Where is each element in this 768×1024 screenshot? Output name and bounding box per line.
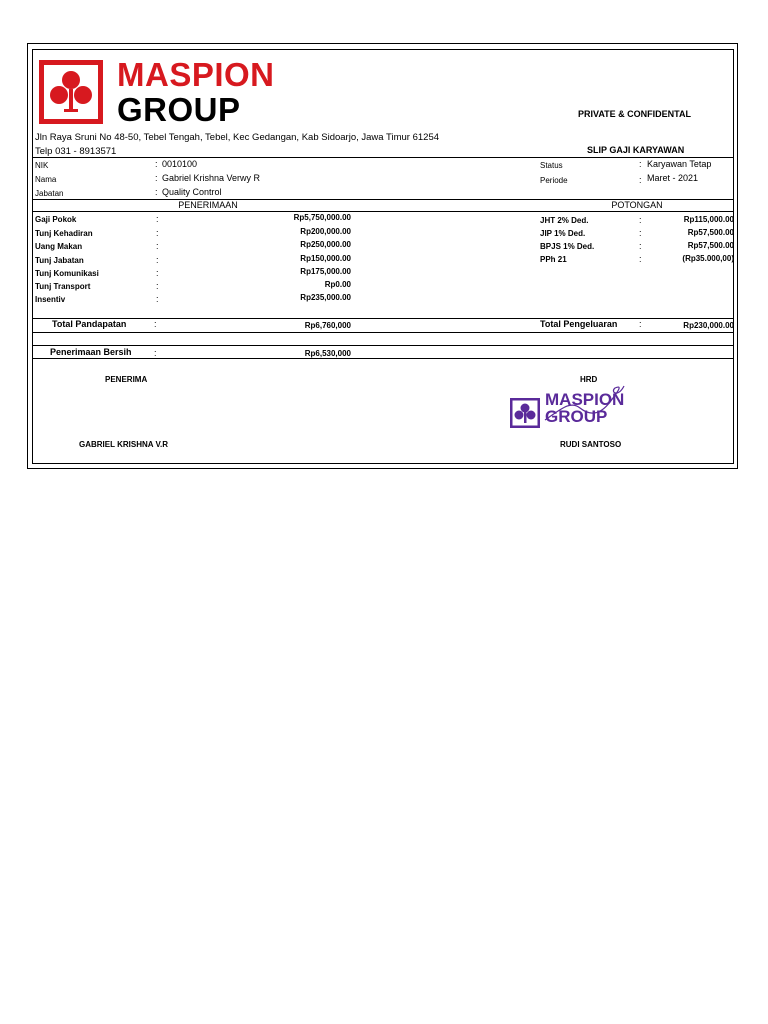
divider [33, 157, 734, 158]
brand-name-line1: MASPION [117, 56, 275, 93]
divider [33, 211, 734, 212]
income-value: Rp200,000.00 [300, 227, 351, 236]
income-label: Tunj Transport [35, 282, 91, 291]
colon: : [154, 348, 157, 358]
income-label: Tunj Komunikasi [35, 269, 99, 278]
income-label: Tunj Kehadiran [35, 229, 93, 238]
total-deduction-value: Rp230,000.00 [683, 321, 734, 330]
colon: : [156, 294, 159, 304]
stamp-brand-line1: MASPION [545, 390, 625, 409]
income-value: Rp175,000.00 [300, 267, 351, 276]
maspion-logo-icon [39, 60, 103, 124]
status-label: Status [540, 161, 563, 170]
periode-value: Maret - 2021 [647, 173, 699, 183]
hrd-signature-icon [540, 380, 630, 430]
colon: : [639, 241, 642, 251]
deduction-section-header: POTONGAN [611, 200, 663, 210]
colon: : [155, 187, 158, 197]
divider [33, 332, 734, 333]
deduction-label: JHT 2% Ded. [540, 216, 589, 225]
colon: : [639, 215, 642, 225]
nik-label: NIK [35, 161, 49, 170]
jabatan-value: Quality Control [162, 187, 222, 197]
receiver-name: GABRIEL KRISHNA V.R [79, 440, 169, 449]
colon: : [156, 214, 159, 224]
colon: : [156, 241, 159, 251]
total-income-value: Rp6,760,000 [304, 321, 351, 330]
divider [33, 318, 734, 319]
periode-label: Periode [540, 176, 568, 185]
colon: : [639, 254, 642, 264]
deduction-value: Rp115,000.00 [683, 215, 734, 224]
maspion-stamp-logo-icon [510, 398, 540, 428]
divider [33, 345, 734, 346]
income-label: Tunj Jabatan [35, 256, 84, 265]
income-value: Rp235,000.00 [300, 293, 351, 302]
net-pay-label: Penerimaan Bersih [50, 347, 132, 357]
colon: : [639, 228, 642, 238]
deduction-value: Rp57,500.00 [687, 241, 734, 250]
deduction-value: Rp57,500.00 [687, 228, 734, 237]
income-label: Insentiv [35, 295, 66, 304]
colon: : [156, 281, 159, 291]
colon: : [156, 268, 159, 278]
income-label: Uang Makan [35, 242, 83, 251]
colon: : [156, 255, 159, 265]
brand-name-line2: GROUP [117, 91, 241, 128]
nik-value: 0010100 [162, 159, 198, 169]
income-value: Rp0.00 [324, 280, 351, 289]
colon: : [639, 175, 642, 185]
company-address: Jln Raya Sruni No 48-50, Tebel Tengah, Tebel, Kec Gedangan, Kab Sidoarjo, Jawa Timur 61254 [35, 132, 440, 143]
income-value: Rp5,750,000.00 [293, 213, 351, 222]
colon: : [156, 228, 159, 238]
colon: : [155, 173, 158, 183]
colon: : [639, 319, 642, 329]
income-value: Rp250,000.00 [300, 240, 351, 249]
receiver-label: PENERIMA [105, 375, 148, 384]
colon: : [155, 159, 158, 169]
deduction-label: BPJS 1% Ded. [540, 242, 595, 251]
income-section-header: PENERIMAAN [178, 200, 238, 210]
income-label: Gaji Pokok [35, 215, 77, 224]
divider [33, 358, 734, 359]
nama-value: Gabriel Krishna Verwy R [162, 173, 261, 183]
colon: : [639, 159, 642, 169]
slip-title: SLIP GAJI KARYAWAN [587, 145, 685, 155]
deduction-label: JIP 1% Ded. [540, 229, 586, 238]
total-deduction-label: Total Pengeluaran [540, 319, 618, 329]
nama-label: Nama [35, 175, 57, 184]
company-phone: Telp 031 - 8913571 [35, 146, 117, 157]
jabatan-label: Jabatan [35, 189, 64, 198]
confidential-label: PRIVATE & CONFIDENTAL [578, 109, 691, 119]
total-income-label: Total Pandapatan [52, 319, 127, 329]
hrd-label: HRD [580, 375, 598, 384]
status-value: Karyawan Tetap [647, 159, 712, 169]
income-value: Rp150,000.00 [300, 254, 351, 263]
deduction-label: PPh 21 [540, 255, 567, 264]
colon: : [154, 319, 157, 329]
hrd-name: RUDI SANTOSO [560, 440, 622, 449]
deduction-value: (Rp35.000,00) [682, 254, 734, 263]
net-pay-value: Rp6,530,000 [304, 349, 351, 358]
stamp-brand-line2: GROUP [545, 407, 608, 426]
